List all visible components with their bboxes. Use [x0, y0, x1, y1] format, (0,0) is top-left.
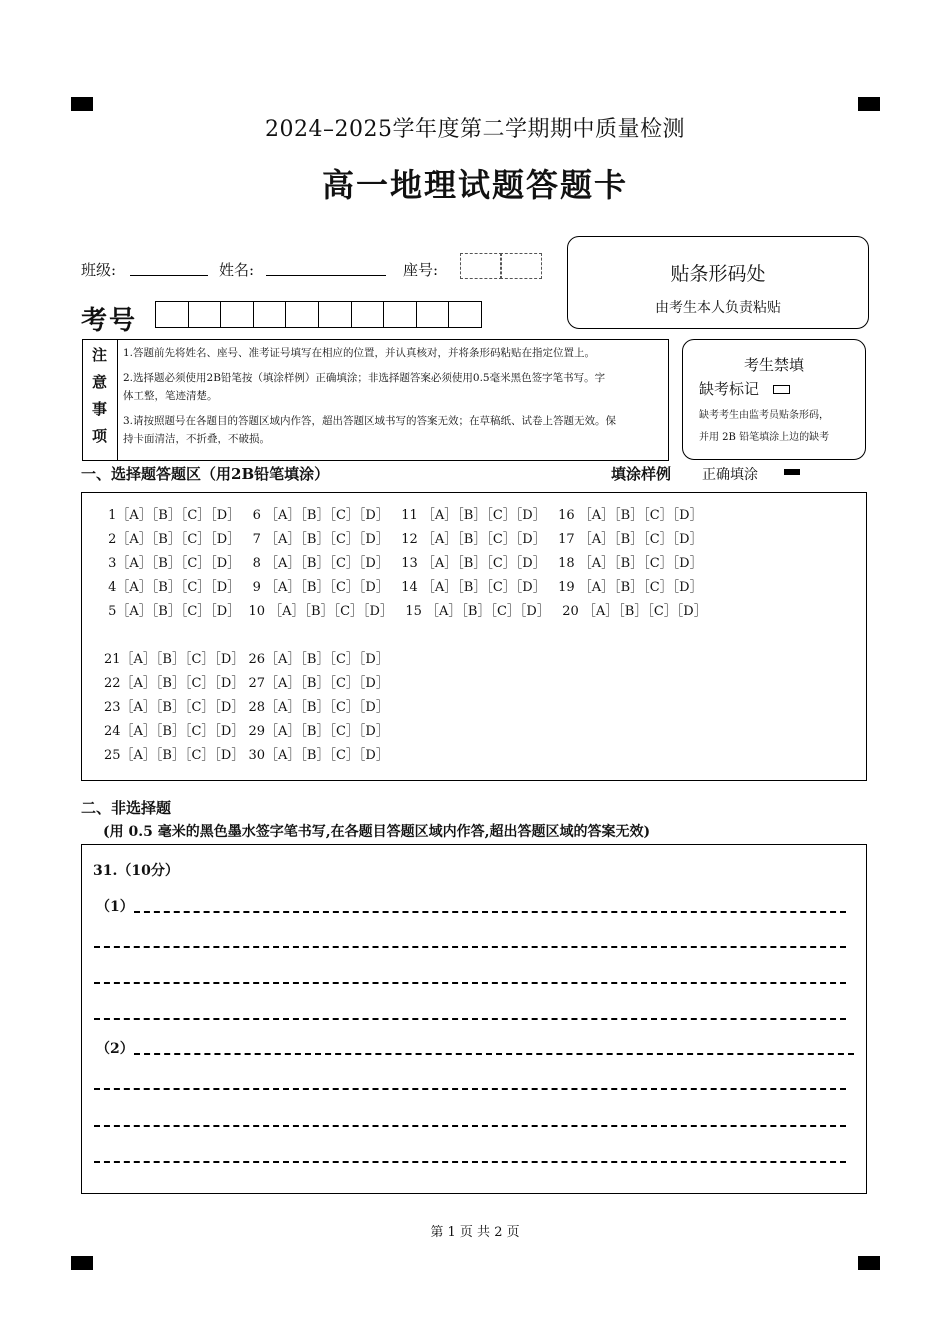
answer-row[interactable]: 3［A］［B］［C］［D］ 8 ［A］［B］［C］［D］ 13 ［A］［B］［C］［D］ 18 ［A］［B］［C］［D］ — [104, 556, 703, 571]
answer-line[interactable] — [94, 1018, 846, 1020]
answer-row[interactable]: 1［A］［B］［C］［D］ 6 ［A］［B］［C］［D］ 11 ［A］［B］［C］［D］ 16 ［A］［B］［C］［D］ — [104, 508, 703, 523]
positioning-mark — [858, 1256, 880, 1270]
absent-mark-box[interactable] — [773, 385, 790, 394]
answer-row[interactable]: 2［A］［B］［C］［D］ 7 ［A］［B］［C］［D］ 12 ［A］［B］［C］［D］ 17 ［A］［B］［C］［D］ — [104, 532, 703, 547]
name-field[interactable] — [266, 274, 386, 276]
answer-row[interactable]: 24［A］［B］［C］［D］ 29［A］［B］［C］［D］ — [104, 724, 389, 739]
nonchoice-instruction: (用 0.5 毫米的黑色墨水签字笔书写,在各题目答题区域内作答,超出答题区域的答案无效) — [103, 824, 651, 840]
answer-area-q31[interactable] — [81, 844, 867, 1194]
answer-line[interactable] — [94, 1125, 846, 1127]
seat-label: 座号: — [403, 261, 439, 279]
barcode-subtitle: 由考生本人负责粘贴 — [655, 300, 781, 316]
part-1-label: （1） — [96, 899, 134, 915]
forbidden-note-1: 缺考考生由监考员贴条形码， — [699, 410, 829, 421]
choice-answer-area — [81, 492, 867, 781]
answer-line[interactable] — [134, 1053, 854, 1055]
answer-line[interactable] — [94, 946, 846, 948]
answer-line[interactable] — [94, 982, 846, 984]
question-label: 31.（10分） — [93, 863, 179, 879]
answer-row[interactable]: 23［A］［B］［C］［D］ 28［A］［B］［C］［D］ — [104, 700, 389, 715]
class-field[interactable] — [130, 274, 208, 276]
positioning-mark — [858, 97, 880, 111]
positioning-mark — [71, 97, 93, 111]
answer-line[interactable] — [94, 1088, 846, 1090]
exam-title: 2024–2025学年度第二学期期中质量检测 — [265, 117, 685, 142]
notice-text: 1.答题前先将姓名、座号、准考证号填写在相应的位置，并认真核对，并将条形码粘贴在指定位置上。 2.选择题必须使用2B铅笔按（填涂样例）正确填涂；非选择题答案必须使用0.5毫米黑色签字笔书写。字 体工整，笔迹清楚。 3.请按照题号在各题目的答题区域内作答，超出答题区域书写的答案无效；在草稿纸、试卷上答题无效。保 持卡面清洁，不折叠，不破损。 — [123, 347, 617, 445]
positioning-mark — [71, 1256, 93, 1270]
name-label: 姓名: — [219, 261, 255, 279]
correct-fill-sample — [784, 469, 800, 475]
choice-section-title: 一、选择题答题区（用2B铅笔填涂） — [81, 465, 330, 483]
fill-sample-label: 填涂样例 — [611, 465, 672, 483]
answer-row[interactable]: 4［A］［B］［C］［D］ 9 ［A］［B］［C］［D］ 14 ［A］［B］［C］［D］ 19 ［A］［B］［C］［D］ — [104, 580, 703, 595]
seat-box-2[interactable] — [500, 253, 542, 279]
forbidden-title: 考生禁填 — [743, 356, 804, 374]
answer-line[interactable] — [134, 911, 846, 913]
absent-mark-label: 缺考标记 — [699, 380, 760, 398]
barcode-title: 贴条形码处 — [670, 263, 766, 285]
exam-number-boxes[interactable] — [155, 301, 482, 328]
forbidden-note-2: 并用 2B 铅笔填涂上边的缺考 — [699, 432, 830, 443]
examinee-forbidden-box — [682, 339, 866, 460]
answer-line[interactable] — [94, 1161, 846, 1163]
answer-row[interactable]: 21［A］［B］［C］［D］ 26［A］［B］［C］［D］ — [104, 652, 389, 667]
card-title: 高一地理试题答题卡 — [321, 166, 628, 204]
correct-fill-label: 正确填涂 — [702, 467, 758, 483]
barcode-area — [567, 236, 869, 329]
part-2-label: （2） — [96, 1041, 134, 1057]
notice-box — [82, 339, 669, 461]
seat-box-1[interactable] — [460, 253, 502, 279]
class-label: 班级: — [81, 261, 117, 279]
answer-row[interactable]: 5［A］［B］［C］［D］ 10 ［A］［B］［C］［D］ 15 ［A］［B］［C］［D］ 20 ［A］［B］［C］［D］ — [104, 604, 707, 619]
answer-row[interactable]: 25［A］［B］［C］［D］ 30［A］［B］［C］［D］ — [104, 748, 389, 763]
page-number: 第 1 页 共 2 页 — [430, 1225, 520, 1240]
exam-number-label: 考号 — [81, 306, 138, 336]
nonchoice-section-title: 二、非选择题 — [81, 799, 172, 817]
answer-row[interactable]: 22［A］［B］［C］［D］ 27［A］［B］［C］［D］ — [104, 676, 389, 691]
notice-heading: 注 意 事 项 — [83, 340, 118, 460]
